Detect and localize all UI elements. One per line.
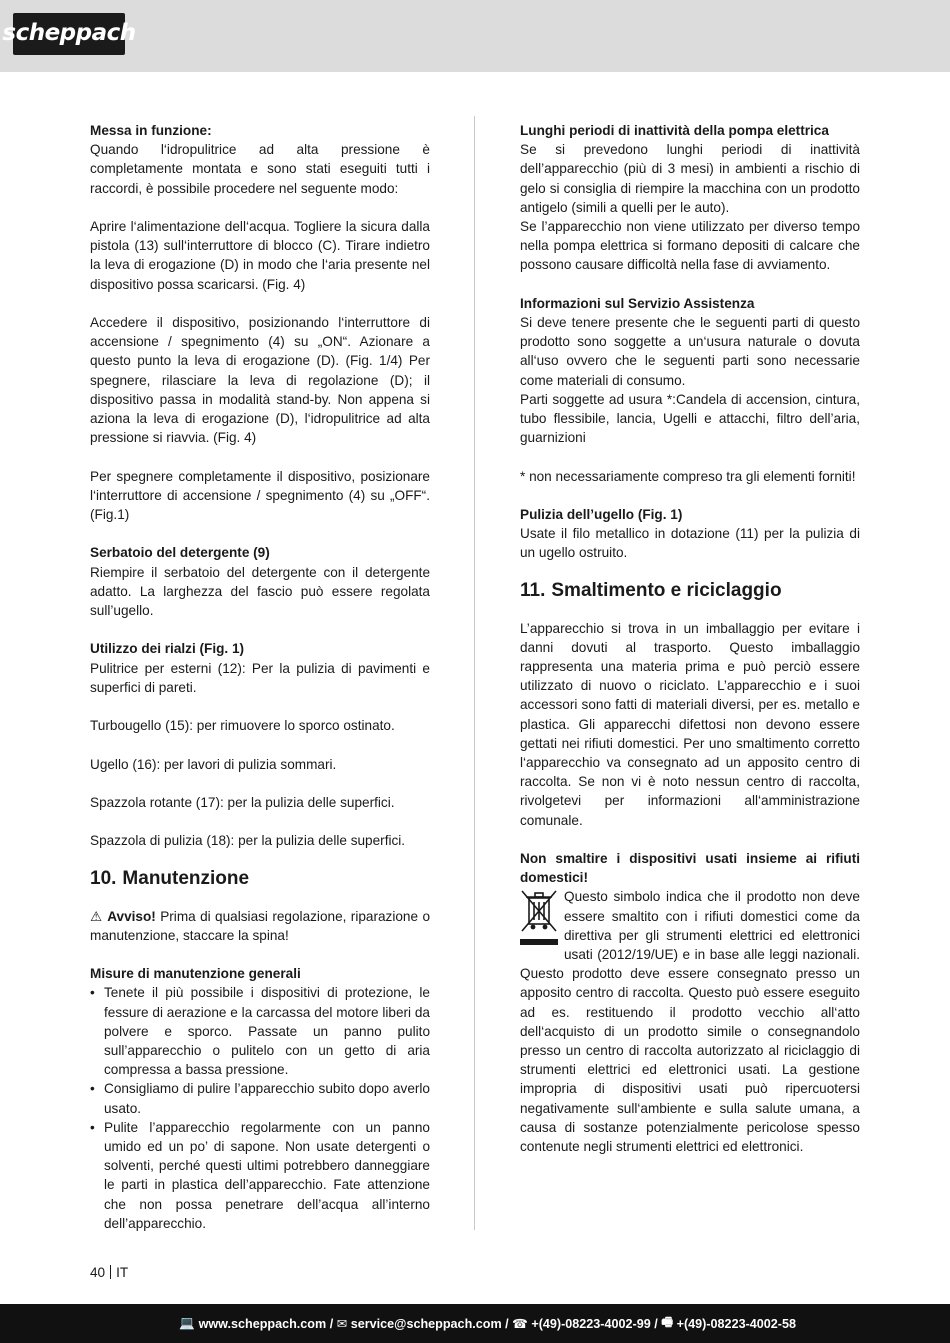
- section-10-number: 10.: [90, 867, 117, 889]
- footer-fax: +(49)-08223-4002-58: [673, 1316, 796, 1331]
- page-header: [0, 0, 950, 72]
- messa-paragraph-2: Aprire l‘alimentazione dell‘acqua. Togliere la sicura dalla pistola (13) sull‘interruttore di blocco (C). Tirare indietro la leva di erogazione (D) in modo che l‘aria presente nel dispositivo possa scaricarsi. (Fig. 4): [90, 219, 430, 292]
- page-footer: [0, 1304, 950, 1343]
- messa-heading: Messa in funzione:: [90, 123, 212, 138]
- fax-icon: 🖷: [661, 1315, 674, 1329]
- warning-paragraph: [90, 907, 430, 945]
- serbatoio-heading: Serbatoio del detergente (9): [90, 545, 270, 561]
- page-number: [90, 1265, 128, 1280]
- scheppach-logo: scheppach: [13, 13, 125, 55]
- right-column: [520, 121, 860, 1156]
- warning-label: Avviso!: [107, 908, 156, 924]
- maintenance-list: [90, 983, 430, 1233]
- footer-website: www.scheppach.com /: [195, 1316, 337, 1331]
- section-10-title: Manutenzione: [122, 867, 250, 889]
- rialzi-paragraph-5: Spazzola di pulizia (18): per la pulizia delle superfici.: [90, 833, 406, 849]
- pulizia-heading: Pulizia dell’ugello (Fig. 1): [520, 507, 683, 523]
- serbatoio-paragraph: Riempire il serbatoio del detergente con il detergente adatto. La larghezza del fascio può essere regolata sull’ugello.: [90, 564, 430, 619]
- phone-icon: ☎: [512, 1317, 528, 1331]
- list-item: • Consigliamo di pulire l’apparecchio subito dopo averlo usato.: [90, 1079, 430, 1117]
- rialzi-paragraph-4: Spazzola rotante (17): per la pulizia delle superfici.: [90, 794, 395, 810]
- info-heading: Informazioni sul Servizio Assistenza: [520, 295, 755, 311]
- warning-triangle-icon: ⚠: [90, 908, 103, 924]
- lunghi-heading: Lunghi periodi di inattività della pompa elettrica: [520, 123, 829, 138]
- column-divider: [474, 116, 475, 1230]
- lunghi-paragraph-1: Se si prevedono lunghi periodi di inattività dell’apparecchio (più di 3 mesi) in ambienti a rischio di gelo si consiglia di riempire la macchina con un prodotto antigelo (simili a quelli per le auto).: [520, 142, 860, 215]
- footer-email: service@scheppach.com /: [347, 1316, 513, 1331]
- weee-paragraph: Questo simbolo indica che il prodotto non deve essere smaltito con i rifiuti domestici come da direttiva per gli strumenti elettrici ed elettronici usati (2012/19/UE) e in base alle leggi nazionali. Questo prodotto deve essere consegnato presso un apposito centro di raccolta. Questo può essere eseguito ad es. restituendo il prodotto vecchio all‘atto dell‘acquisto di un prodotto simile o consegnandolo presso un centro di raccolta autorizzato al riciclaggio di strumenti elettrici ed elettronici usati. La gestione impropria di dispositivi usati può ripercuotersi negativamente sull‘ambiente e sulla salute umana, a causa di sostanze potenzialmente pericolose spesso contenute negli strumenti elettrici ed elettronici.: [520, 889, 860, 1155]
- section-11-number: 11.: [520, 579, 546, 601]
- mail-icon: ✉: [336, 1317, 348, 1331]
- page-number-value: 40: [90, 1265, 106, 1280]
- info-paragraph-1: Si deve tenere presente che le seguenti parti di questo prodotto sono soggette a un‘usura naturale o dovuta all‘uso ovvero che le seguenti parti sono necessarie come materiali di consumo.: [520, 315, 860, 388]
- left-column: [90, 121, 430, 1233]
- misure-heading: Misure di manutenzione generali: [90, 966, 301, 982]
- section-10-heading: [90, 867, 430, 891]
- messa-paragraph-3: Accedere il dispositivo, posizionando l‘interruttore di accensione / spegnimento (4) su „ON“. Azionare a questo punto la leva di erogazione (D). (Fig. 1/4) Per spegnere, rilasciare la leva di regolazione (D); il dispositivo passa in modalità stand-by. Non appena si aziona la leva di erogazione (D), l‘idropulitrice ad alta pressione si riavvia. (Fig. 4): [90, 315, 430, 446]
- warning-text: Prima di qualsiasi regolazione, riparazione o manutenzione, staccare la spina!: [90, 908, 430, 943]
- pulizia-paragraph: Usate il filo metallico in dotazione (11) per la pulizia di un ugello ostruito.: [520, 526, 860, 561]
- rialzi-paragraph-1: Pulitrice per esterni (12): Per la pulizia di pavimenti e superfici di pareti.: [90, 660, 430, 695]
- computer-icon: 💻: [179, 1316, 196, 1330]
- section-11-title: Smaltimento e riciclaggio: [551, 579, 782, 601]
- weee-heading: Non smaltire i dispositivi usati insieme ai rifiuti domestici!: [520, 851, 860, 886]
- list-item: • Tenete il più possibile i dispositivi di protezione, le fessure di aerazione e la carcassa del motore liberi da polvere e sporco. Passate un panno pulito sull’apparecchio o pulitelo con un getto di aria compressa a bassa pressione.: [90, 983, 430, 1079]
- rialzi-paragraph-2: Turbougello (15): per rimuovere lo sporco ostinato.: [90, 718, 395, 734]
- page-language: IT: [116, 1265, 129, 1280]
- list-item: • Pulite l’apparecchio regolarmente con un panno umido ed un po’ di sapone. Non usate detergenti o solventi, perché questi ultimi potrebbero danneggiare le parti in plastica dell’apparecchio. Fate attenzione che non possa penetrare dell’acqua all’interno dell’apparecchio.: [90, 1118, 430, 1233]
- info-paragraph-2: Parti soggette ad usura *:Candela di accension, cintura, tubo flessibile, lancia, Ugelli e attacchi, filtro dell’aria, guarnizioni: [520, 391, 860, 446]
- lunghi-paragraph-2: Se l’apparecchio non viene utilizzato per diverso tempo nella pompa elettrica si formano depositi di calcare che possono causare difficoltà nella fase di avviamento.: [520, 219, 860, 273]
- messa-paragraph-4: Per spegnere completamente il dispositivo, posizionare l‘interruttore di accensione / spegnimento (4) su „OFF“. (Fig.1): [90, 468, 430, 523]
- footer-phone: +(49)-08223-4002-99 /: [527, 1316, 662, 1331]
- rialzi-paragraph-3: Ugello (16): per lavori di pulizia sommari.: [90, 756, 337, 772]
- weee-block: [520, 887, 860, 1156]
- section-11-heading: [520, 579, 860, 603]
- info-note: * non necessariamente compreso tra gli elementi forniti!: [520, 468, 856, 484]
- crossed-bin-icon: [520, 889, 558, 947]
- smaltimento-paragraph: L’apparecchio si trova in un imballaggio per evitare i danni dovuti al trasporto. Questo imballaggio rappresenta una materia prima e può perciò essere utilizzato di nuovo o riciclato. L’apparecchio e i suoi accessori sono fatti di materiali diversi, per es. metallo e plastica. Gli apparecchi difettosi non devono essere gettati nei rifiuti domestici. Per uno smaltimento corretto l‘apparecchio va consegnato ad un apposito centro di raccolta. Se non vi è noto nessun centro di raccolta, rivolgetevi per informazioni all‘amministrazione comunale.: [520, 620, 860, 828]
- rialzi-heading: Utilizzo dei rialzi (Fig. 1): [90, 641, 245, 657]
- messa-paragraph-1: Quando l‘idropulitrice ad alta pressione è completamente montata e sono stati eseguiti tutti i raccordi, è possibile procedere nel seguente modo:: [90, 142, 430, 196]
